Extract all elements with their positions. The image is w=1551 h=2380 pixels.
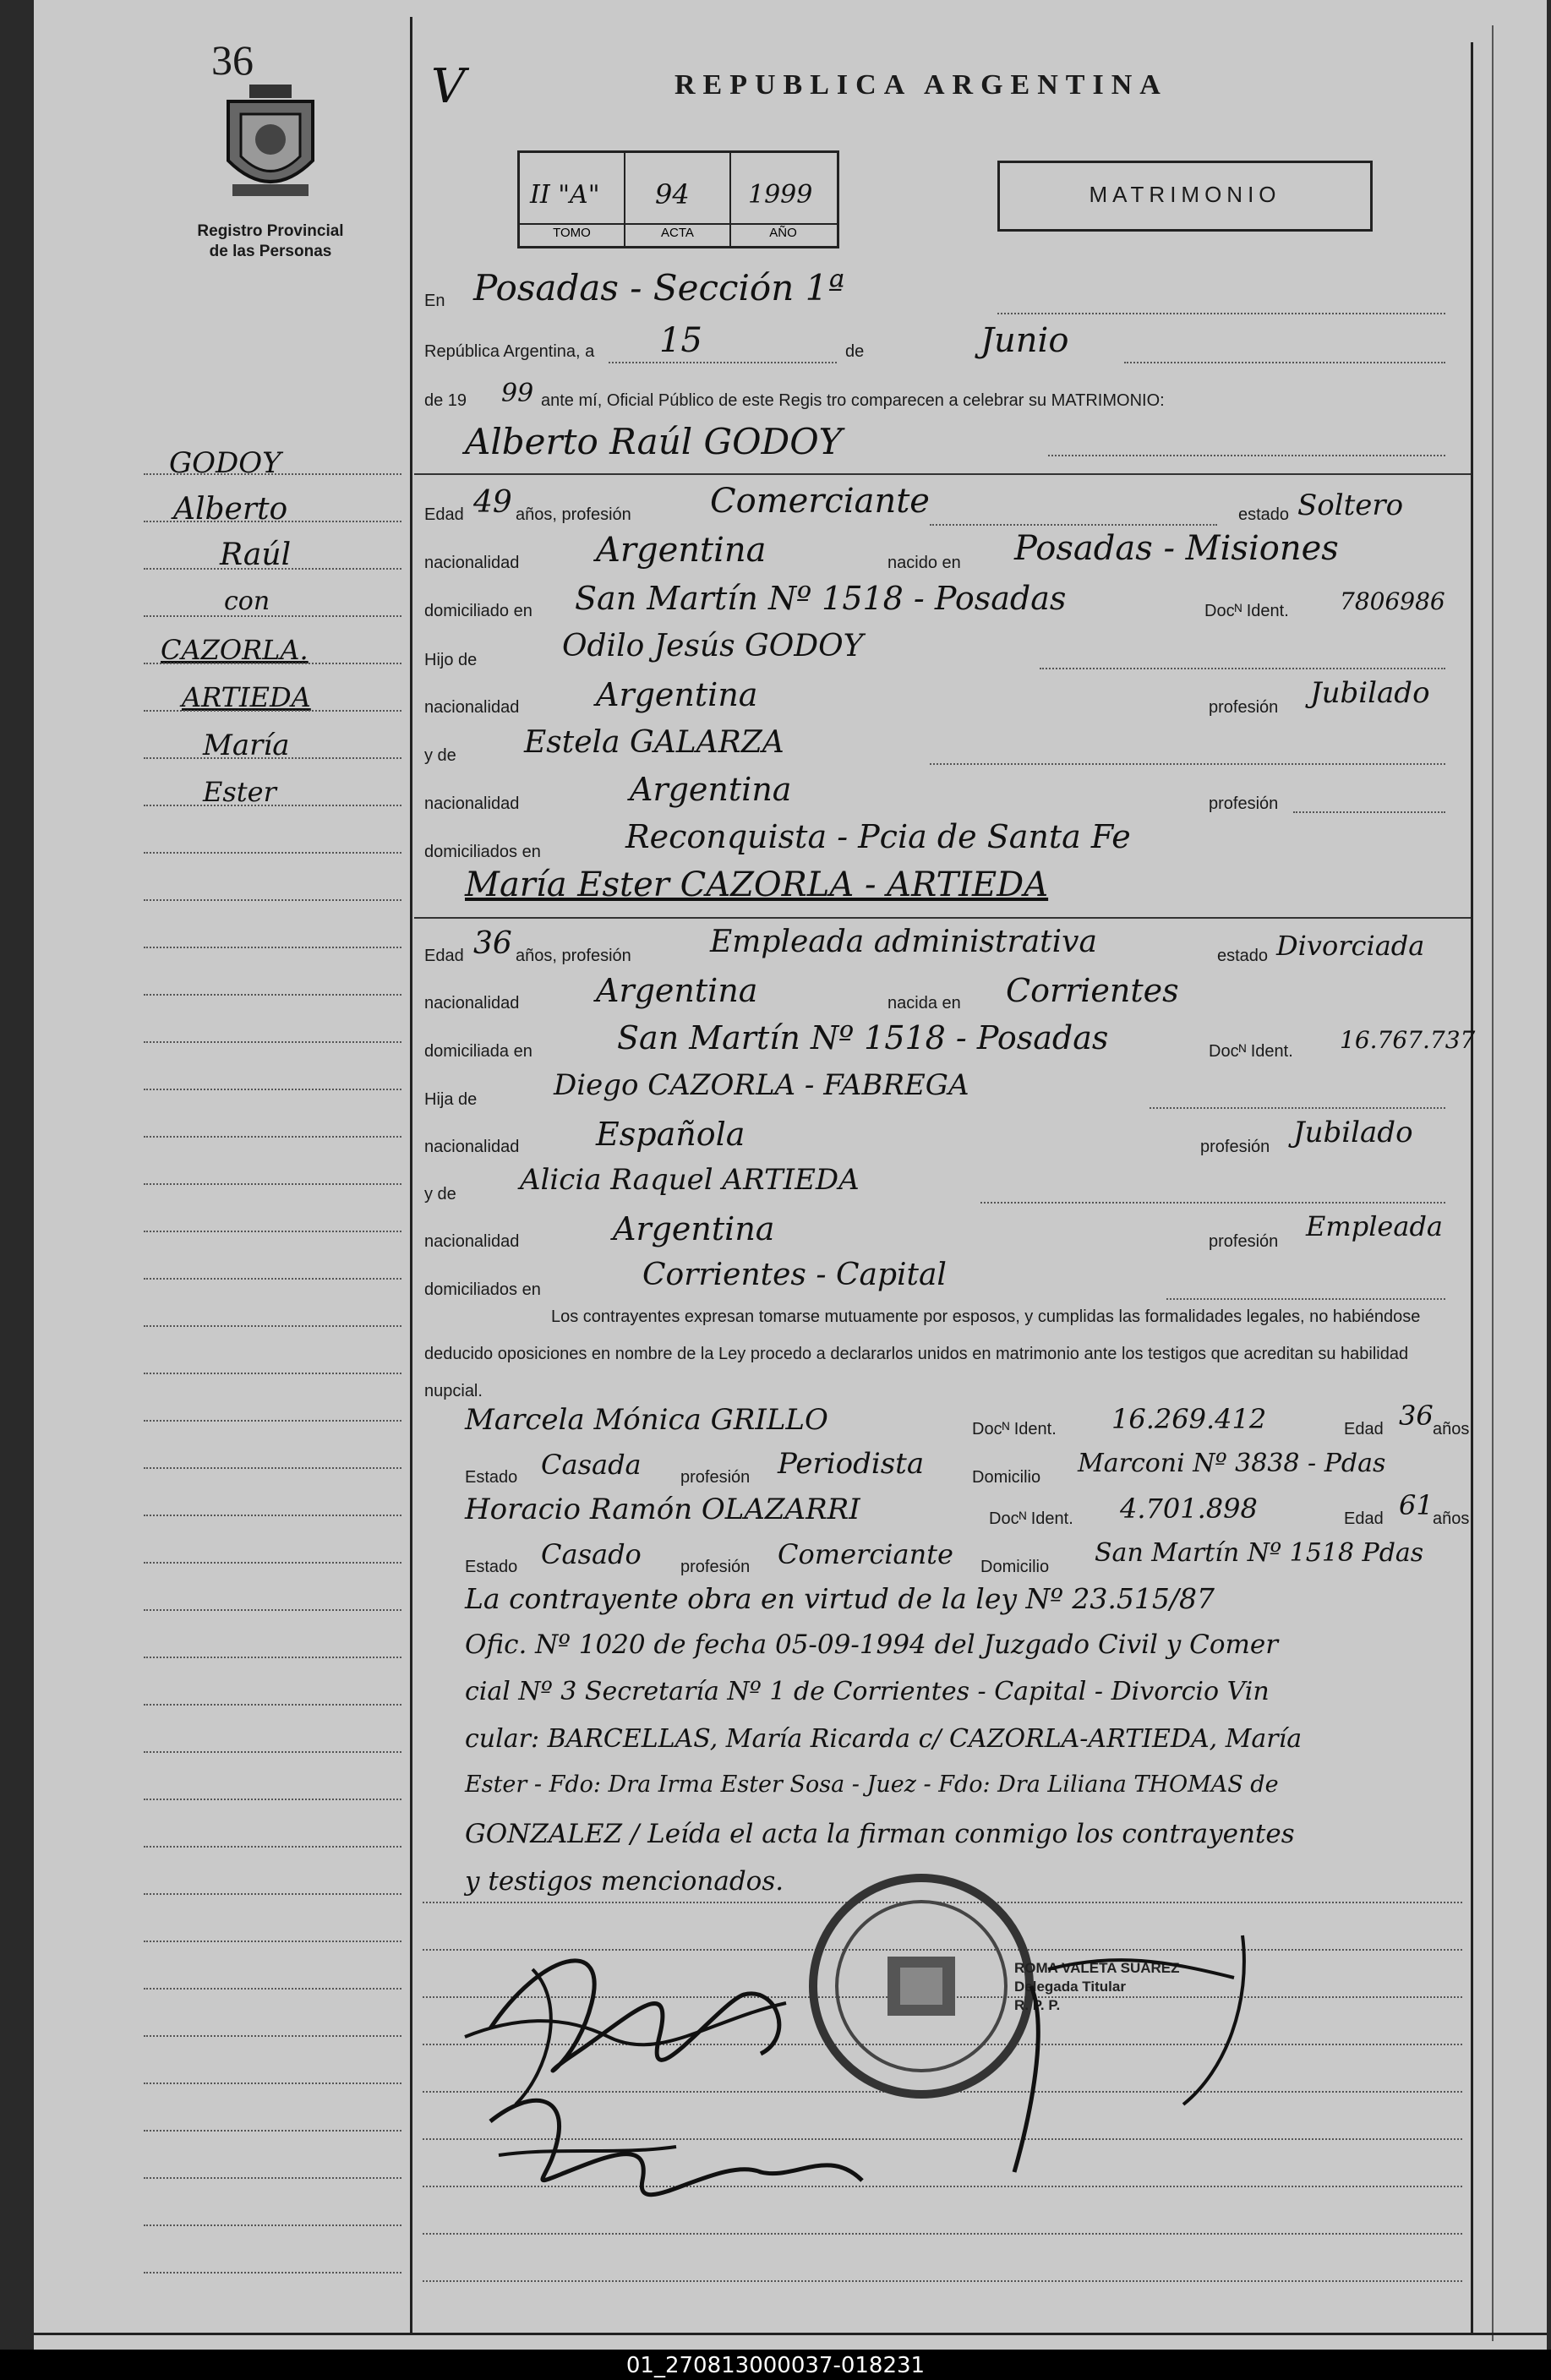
margin-ruled-line [144, 710, 401, 712]
page-number: 36 [211, 36, 254, 84]
bride-parents-address: Corrientes - Capital [642, 1258, 947, 1292]
groom-dom-label: domiciliado en [424, 602, 532, 620]
country-title: REPUBLICA ARGENTINA [674, 69, 1168, 101]
signature-scribbles [440, 1902, 1352, 2240]
groom-profesion-label: años, profesión [516, 505, 631, 524]
margin-ruled-line [144, 568, 401, 570]
margin-name-line: Ester [203, 776, 276, 808]
margin-ruled-line [144, 1041, 401, 1043]
note-line: cial Nº 3 Secretaría Nº 1 de Corrientes - Capital - Divorcio Vin [465, 1677, 1270, 1706]
intro-statement: ante mí, Oficial Público de este Regis tro comparecen a celebrar su MATRIMONIO: [541, 391, 1165, 410]
witness2-dom-label: Domicilio [980, 1558, 1050, 1576]
bride-hija-label: Hija de [424, 1090, 478, 1109]
registry-name: Registro Provincial de las Personas [197, 222, 344, 260]
inner-right-rule [1492, 25, 1494, 2341]
bride-mother-prof-label: profesión [1209, 1232, 1279, 1251]
margin-name-line: María [203, 729, 290, 762]
witness1-profession: Periodista [778, 1447, 925, 1481]
groom-edad-label: Edad [424, 505, 464, 524]
bride-mother-profession: Empleada [1306, 1210, 1443, 1242]
bride-father-nationality: Española [596, 1116, 745, 1153]
groom-parents-address: Reconquista - Pcia de Santa Fe [625, 818, 1131, 855]
month-value: Junio [980, 321, 1069, 360]
day-value: 15 [659, 321, 702, 360]
official-stamp-text: ROMA VALETA SUAREZ Delegada Titular R. P. P. [1014, 1960, 1180, 2013]
witness1-doc: 16.269.412 [1111, 1403, 1267, 1435]
margin-ruled-line [144, 2082, 401, 2084]
witness1-anos-label: años [1433, 1420, 1470, 1438]
margin-ruled-line [144, 473, 401, 475]
margin-ruled-line [144, 1089, 401, 1090]
witness1-estado: Casada [541, 1449, 642, 1481]
tomo-label: TOMO [553, 226, 591, 240]
bride-edad-label: Edad [424, 947, 464, 965]
republic-label: República Argentina, a [424, 342, 595, 361]
margin-name-line: Raúl [220, 538, 292, 572]
margin-ruled-line [144, 663, 401, 664]
margin-ruled-line [144, 899, 401, 901]
margin-ruled-line [144, 1846, 401, 1848]
witness2-anos-label: años [1433, 1509, 1470, 1528]
de-label: de [845, 342, 865, 361]
act-type-box [997, 161, 1373, 232]
margin-ruled-line [144, 852, 401, 854]
groom-age: 49 [473, 485, 512, 520]
groom-parents-dom-label: domiciliados en [424, 843, 541, 861]
margin-ruled-line [144, 757, 401, 759]
margin-ruled-line [144, 521, 401, 522]
margin-ruled-line [144, 2035, 401, 2037]
province-crest-icon [216, 85, 325, 203]
bride-father-nac-label: nacionalidad [424, 1138, 520, 1156]
witness2-edad-label: Edad [1344, 1509, 1384, 1528]
bride-estado-label: estado [1217, 947, 1269, 965]
witness2-estado-label: Estado [465, 1558, 518, 1576]
margin-ruled-line [144, 2130, 401, 2132]
margin-mark: V [431, 59, 466, 114]
groom-estado: Soltero [1297, 489, 1404, 522]
margin-ruled-line [144, 2177, 401, 2179]
margin-ruled-line [144, 1704, 401, 1706]
groom-address: San Martín Nº 1518 - Posadas [575, 580, 1067, 617]
witness1-estado-label: Estado [465, 1468, 518, 1487]
margin-ruled-line [144, 1231, 401, 1232]
witness2-estado: Casado [541, 1538, 642, 1570]
place-value: Posadas - Sección 1ª [473, 267, 845, 308]
witness1-prof-label: profesión [680, 1468, 751, 1487]
groom-birthplace: Posadas - Misiones [1014, 529, 1339, 568]
groom-mother-prof-label: profesión [1209, 794, 1279, 813]
witness1-edad-label: Edad [1344, 1420, 1384, 1438]
acta-value: 94 [655, 178, 690, 210]
witness1-address: Marconi Nº 3838 - Pdas [1078, 1449, 1386, 1478]
groom-mother-nac-label: nacionalidad [424, 794, 520, 813]
groom-hijo-label: Hijo de [424, 651, 478, 669]
margin-ruled-line [144, 1609, 401, 1611]
right-rule [1471, 42, 1473, 2333]
margin-ruled-line [144, 1136, 401, 1138]
note-line: Ofic. Nº 1020 de fecha 05-09-1994 del Juzgado Civil y Comer [465, 1629, 1279, 1660]
acta-label: ACTA [661, 226, 694, 240]
margin-ruled-line [144, 1467, 401, 1469]
margin-ruled-line [144, 2224, 401, 2226]
bride-parents-dom-label: domiciliados en [424, 1280, 541, 1299]
margin-ruled-line [144, 1799, 401, 1800]
groom-profession: Comerciante [710, 482, 930, 521]
margin-ruled-line [144, 1562, 401, 1564]
signature-ruled-line [423, 2280, 1462, 2282]
record-id-box [517, 150, 839, 248]
groom-father-nac-label: nacionalidad [424, 698, 520, 717]
margin-ruled-line [144, 1420, 401, 1422]
witness2-age: 61 [1399, 1489, 1434, 1521]
groom-father: Odilo Jesús GODOY [562, 629, 864, 663]
bride-mother-nac-label: nacionalidad [424, 1232, 520, 1251]
groom-nationality: Argentina [596, 531, 767, 570]
year-suffix: 99 [501, 379, 534, 408]
ano-label: AÑO [769, 226, 797, 240]
margin-ruled-line [144, 805, 401, 806]
margin-name-line: CAZORLA. [161, 634, 309, 666]
note-line: Ester - Fdo: Dra Irma Ester Sosa - Juez - Fdo: Dra Liliana THOMAS de [465, 1771, 1279, 1798]
bride-doc-label: Docᴺ Ident. [1209, 1042, 1293, 1061]
margin-ruled-line [144, 1515, 401, 1516]
bride-dom-label: domiciliada en [424, 1042, 532, 1061]
groom-doc: 7806986 [1340, 587, 1445, 615]
margin-ruled-line [144, 1373, 401, 1374]
tomo-value: II "A" [530, 180, 600, 210]
image-caption: 01_270813000037-018231 [625, 2353, 926, 2378]
witness1-dom-label: Domicilio [972, 1468, 1041, 1487]
act-type: MATRIMONIO [1089, 182, 1281, 207]
bride-mother-nationality: Argentina [613, 1210, 775, 1247]
margin-ruled-line [144, 994, 401, 996]
margin-ruled-line [144, 1941, 401, 1942]
bride-nac-label: nacionalidad [424, 994, 520, 1013]
bride-father-prof-label: profesión [1200, 1138, 1270, 1156]
bride-name: María Ester CAZORLA - ARTIEDA [465, 865, 1049, 904]
witness1-age: 36 [1399, 1400, 1434, 1432]
bride-address: San Martín Nº 1518 - Posadas [617, 1019, 1109, 1056]
margin-ruled-line [144, 1988, 401, 1990]
ano-value: 1999 [748, 180, 813, 210]
witness2-doc: 4.701.898 [1120, 1493, 1258, 1525]
groom-name: Alberto Raúl GODOY [465, 421, 843, 462]
margin-ruled-line [144, 1751, 401, 1753]
margin-ruled-line [144, 1325, 401, 1327]
bride-father: Diego CAZORLA - FABREGA [554, 1068, 969, 1102]
bride-birthplace: Corrientes [1006, 972, 1179, 1009]
groom-father-profession: Jubilado [1310, 676, 1430, 710]
bride-mother: Alicia Raquel ARTIEDA [520, 1163, 860, 1197]
note-line: cular: BARCELLAS, María Ricarda c/ CAZORLA-ARTIEDA, María [465, 1724, 1303, 1754]
bride-profesion-label: años, profesión [516, 947, 631, 965]
margin-ruled-line [144, 615, 401, 617]
witness1-name: Marcela Mónica GRILLO [465, 1403, 828, 1437]
witness2-doc-label: Docᴺ Ident. [989, 1509, 1073, 1528]
bride-estado: Divorciada [1276, 930, 1425, 962]
declaration-text: Los contrayentes expresan tomarse mutuamente por esposos, y cumplidas las formalidades legales, no habiéndose deducido oposiciones en nombre de la Ley procedo a declararlos unidos en matrimonio ante los testigos que acreditan su habilidad nupcial. [424, 1307, 1421, 1400]
note-line: La contrayente obra en virtud de la ley Nº 23.515/87 [465, 1582, 1215, 1615]
margin-name-line: ARTIEDA [182, 681, 311, 713]
bride-yde-label: y de [424, 1185, 456, 1204]
bride-nacida-label: nacida en [887, 994, 961, 1013]
groom-father-nationality: Argentina [596, 676, 758, 713]
groom-doc-label: Docᴺ Ident. [1204, 602, 1289, 620]
year-prefix: de 19 [424, 391, 467, 410]
witness2-prof-label: profesión [680, 1558, 751, 1576]
groom-yde-label: y de [424, 746, 456, 765]
groom-mother-nationality: Argentina [630, 771, 792, 808]
margin-name-line: GODOY [169, 446, 281, 480]
margin-ruled-line [144, 2272, 401, 2274]
margin-ruled-line [144, 1893, 401, 1895]
note-line: y testigos mencionados. [465, 1866, 784, 1897]
groom-mother: Estela GALARZA [524, 725, 784, 760]
witness1-doc-label: Docᴺ Ident. [972, 1420, 1057, 1438]
witness2-address: San Martín Nº 1518 Pdas [1095, 1538, 1424, 1568]
bride-father-profession: Jubilado [1293, 1116, 1413, 1149]
en-label: En [424, 292, 445, 310]
witness2-name: Horacio Ramón OLAZARRI [465, 1493, 860, 1526]
margin-rule [410, 17, 412, 2333]
bride-profession: Empleada administrativa [710, 925, 1097, 959]
groom-nacido-label: nacido en [887, 554, 961, 572]
margin-name-line: con [224, 587, 270, 616]
note-line: GONZALEZ / Leída el acta la firman conmigo los contrayentes [465, 1819, 1295, 1849]
bride-nationality: Argentina [596, 972, 758, 1009]
margin-ruled-line [144, 947, 401, 948]
bride-age: 36 [473, 926, 512, 961]
margin-ruled-line [144, 1278, 401, 1280]
margin-name-line: Alberto [173, 492, 288, 527]
margin-ruled-line [144, 1183, 401, 1185]
bride-doc: 16.767.737 [1340, 1026, 1476, 1054]
witness2-profession: Comerciante [778, 1538, 953, 1570]
margin-ruled-line [144, 1657, 401, 1658]
groom-nac-label: nacionalidad [424, 554, 520, 572]
groom-father-prof-label: profesión [1209, 698, 1279, 717]
groom-estado-label: estado [1238, 505, 1290, 524]
register-page [34, 0, 1547, 2350]
